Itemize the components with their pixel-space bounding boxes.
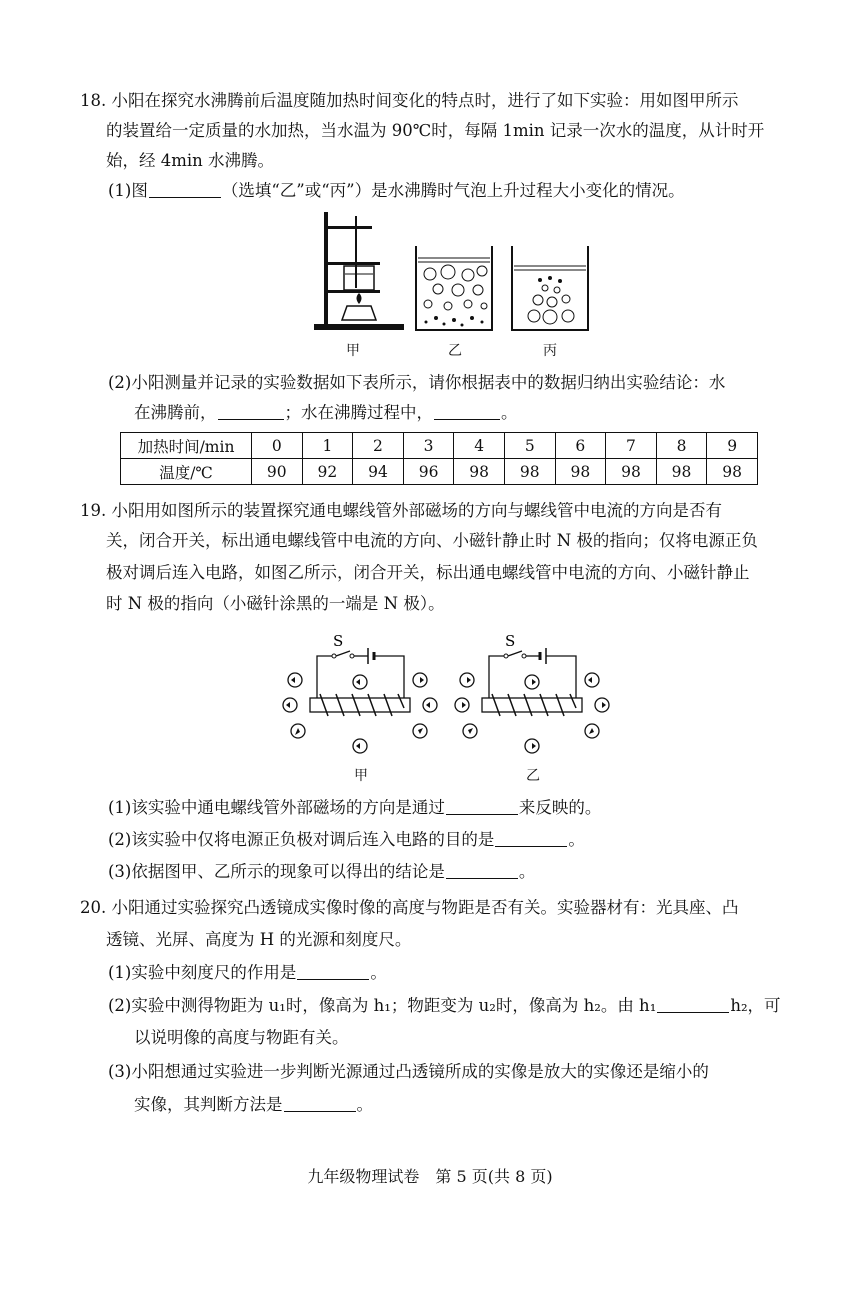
q20-line1: 20. 小阳通过实验探究凸透镜成实像时像的高度与物距是否有关。实验器材有：光具座、凸 bbox=[80, 898, 739, 917]
table-cell: 94 bbox=[353, 459, 404, 485]
q18-line1: 18. 小阳在探究水沸腾前后温度随加热时间变化的特点时，进行了如下实验：用如图甲所示 bbox=[80, 91, 739, 110]
figure-label-jia: 甲 bbox=[354, 768, 368, 784]
q18-part2-line1: (2)小阳测量并记录的实验数据如下表所示，请你根据表中的数据归纳出实验结论：水 bbox=[108, 373, 726, 392]
table-header-temp: 温度/℃ bbox=[121, 459, 252, 485]
answer-blank[interactable] bbox=[218, 403, 284, 420]
q19-part2: (2)该实验中仅将电源正负极对调后连入电路的目的是 。 bbox=[108, 830, 585, 849]
q19-part3: (3)依据图甲、乙所示的现象可以得出的结论是 。 bbox=[108, 862, 536, 881]
table-header-time: 加热时间/min bbox=[121, 433, 252, 459]
table-cell: 3 bbox=[403, 433, 454, 459]
boiling-apparatus-figure bbox=[312, 206, 412, 334]
table-cell: 98 bbox=[555, 459, 606, 485]
table-cell: 1 bbox=[302, 433, 353, 459]
answer-blank[interactable] bbox=[446, 798, 518, 815]
bubbles-figure-yi bbox=[414, 244, 494, 334]
switch-label: S bbox=[333, 632, 344, 650]
answer-blank[interactable] bbox=[297, 963, 369, 980]
table-cell: 96 bbox=[403, 459, 454, 485]
q20-line2: 透镜、光屏、高度为 H 的光源和刻度尺。 bbox=[106, 930, 412, 949]
bubbles-figure-bing bbox=[510, 244, 590, 334]
q18-part2-line2: 在沸腾前， ；水在沸腾过程中， 。 bbox=[134, 403, 518, 422]
table-cell: 92 bbox=[302, 459, 353, 485]
table-cell: 98 bbox=[454, 459, 505, 485]
q19-line3: 极对调后连入电路，如图乙所示，闭合开关，标出通电螺线管中电流的方向、小磁针静止 bbox=[106, 563, 750, 582]
figure-label-jia: 甲 bbox=[346, 343, 360, 359]
q19-line1: 19. 小阳用如图所示的装置探究通电螺线管外部磁场的方向与螺线管中电流的方向是否有 bbox=[80, 501, 722, 520]
q19-line2: 关，闭合开关，标出通电螺线管中电流的方向、小磁针静止时 N 极的指向；仅将电源正负 bbox=[106, 531, 758, 550]
switch-label: S bbox=[505, 632, 516, 650]
q20-part3-line2: 实像，其判断方法是 。 bbox=[134, 1095, 373, 1114]
answer-blank[interactable] bbox=[657, 996, 729, 1013]
solenoid-figure-jia bbox=[280, 628, 445, 758]
table-cell: 8 bbox=[656, 433, 707, 459]
table-cell: 98 bbox=[656, 459, 707, 485]
data-table bbox=[120, 432, 758, 485]
table-row bbox=[121, 433, 758, 459]
table-cell: 98 bbox=[707, 459, 758, 485]
table-cell: 2 bbox=[353, 433, 404, 459]
table-cell: 98 bbox=[504, 459, 555, 485]
q18-line2: 的装置给一定质量的水加热，当水温为 90℃时，每隔 1min 记录一次水的温度，从计时开 bbox=[106, 121, 765, 140]
table-cell: 90 bbox=[252, 459, 303, 485]
table-cell: 7 bbox=[606, 433, 657, 459]
figure-label-yi: 乙 bbox=[526, 768, 540, 784]
answer-blank[interactable] bbox=[284, 1095, 356, 1112]
q20-part1: (1)实验中刻度尺的作用是 。 bbox=[108, 963, 387, 982]
figure-label-bing: 丙 bbox=[543, 343, 557, 359]
answer-blank[interactable] bbox=[495, 830, 567, 847]
table-cell: 0 bbox=[252, 433, 303, 459]
q19-line4: 时 N 极的指向（小磁针涂黑的一端是 N 极）。 bbox=[106, 594, 445, 613]
table-cell: 5 bbox=[504, 433, 555, 459]
table-cell: 4 bbox=[454, 433, 505, 459]
q18-part1: (1)图 （选填“乙”或“丙”）是水沸腾时气泡上升过程大小变化的情况。 bbox=[108, 181, 685, 200]
q20-part2-line2: 以说明像的高度与物距有关。 bbox=[134, 1028, 349, 1047]
answer-blank[interactable] bbox=[434, 403, 500, 420]
table-row bbox=[121, 459, 758, 485]
q18-line3: 始，经 4min 水沸腾。 bbox=[106, 151, 275, 170]
table-cell: 9 bbox=[707, 433, 758, 459]
table-cell: 6 bbox=[555, 433, 606, 459]
table-cell: 98 bbox=[606, 459, 657, 485]
q20-part3-line1: (3)小阳想通过实验进一步判断光源通过凸透镜所成的实像是放大的实像还是缩小的 bbox=[108, 1062, 709, 1081]
answer-blank[interactable] bbox=[149, 181, 221, 198]
q20-part2-line1: (2)实验中测得物距为 u₁时，像高为 h₁；物距变为 u₂时，像高为 h₂。由 h₁ h₂，可 bbox=[108, 996, 781, 1015]
solenoid-figure-yi bbox=[452, 628, 617, 758]
page-footer: 九年级物理试卷 第 5 页(共 8 页) bbox=[307, 1167, 553, 1186]
figure-label-yi: 乙 bbox=[448, 343, 462, 359]
answer-blank[interactable] bbox=[446, 862, 518, 879]
q19-part1: (1)该实验中通电螺线管外部磁场的方向是通过 来反映的。 bbox=[108, 798, 602, 817]
